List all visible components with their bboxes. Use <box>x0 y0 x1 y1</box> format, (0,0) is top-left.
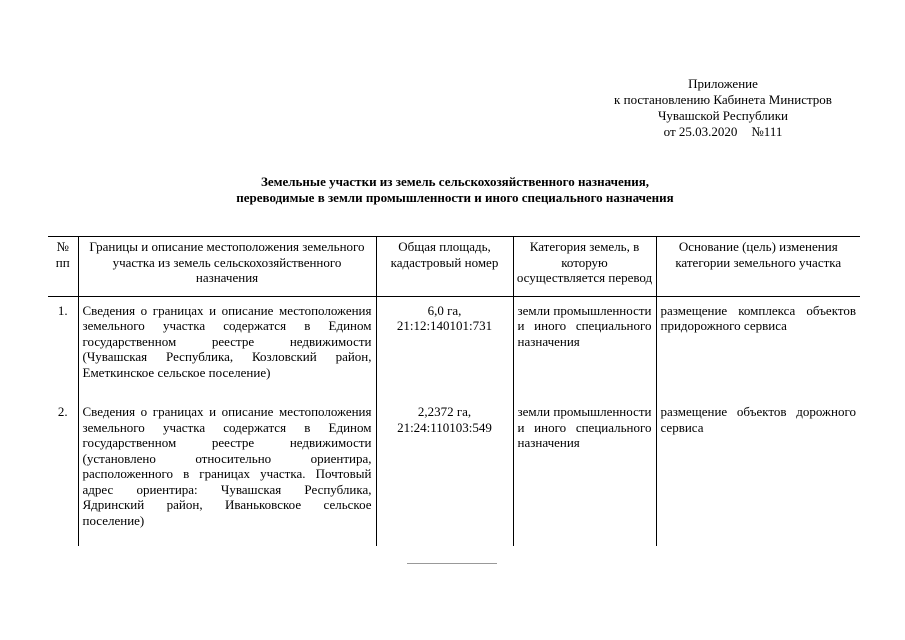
header-description: Границы и описание местоположения земельного участка из земель сельскохозяйственного назначения <box>78 237 376 297</box>
document-title <box>190 174 720 206</box>
table-row <box>48 398 860 546</box>
annex-date-line <box>588 124 858 140</box>
row-description: Сведения о границах и описание местоположения земельного участка содержатся в Едином государственном реестре недвижимости (установлено относительно ориентира, расположенного в границах участка. Почтовый адрес ориентира: Чувашская Республика, Ядринский район, Иваньковское сельское поселение) <box>78 398 376 546</box>
row-area: 6,0 га, <box>427 302 462 318</box>
header-basis: Основание (цель) изменения категории земельного участка <box>656 237 860 297</box>
title-line-2: переводимые в земли промышленности и иного специального назначения <box>236 190 674 205</box>
row-area-cell <box>376 398 513 546</box>
annex-block <box>588 76 858 140</box>
row-basis: размещение объектов дорожного сервиса <box>656 398 860 546</box>
row-num: 1. <box>57 302 68 318</box>
row-area-cell <box>376 296 513 398</box>
annex-line-3: Чувашской Республики <box>657 108 789 123</box>
land-plots-table <box>48 236 860 546</box>
title-line-1: Земельные участки из земель сельскохозяйственного назначения, <box>261 174 649 189</box>
annex-line-2: к постановлению Кабинета Министров <box>614 92 832 107</box>
header-area: Общая площадь, кадастровый номер <box>376 237 513 297</box>
row-cadastral-number: 21:12:140101:731 <box>396 318 493 333</box>
row-num: 2. <box>57 404 68 419</box>
row-area: 2,2372 га, <box>417 404 472 419</box>
row-category: земли промышленности и иного специального назначения <box>513 398 656 546</box>
end-separator-line <box>407 563 497 564</box>
row-basis: размещение комплекса объектов придорожного сервиса <box>656 296 860 398</box>
annex-number: №111 <box>751 124 783 139</box>
header-num: № пп <box>48 237 78 297</box>
table-header-row <box>48 237 860 297</box>
header-category: Категория земель, в которую осуществляется перевод <box>513 237 656 297</box>
row-category: земли промышленности и иного специального назначения <box>513 296 656 398</box>
row-cadastral-number: 21:24:110103:549 <box>397 419 492 435</box>
annex-line-1: Приложение <box>688 76 758 91</box>
annex-date: от 25.03.2020 <box>663 124 738 139</box>
row-description: Сведения о границах и описание местоположения земельного участка содержатся в Едином государственном реестре недвижимости (Чувашская Республика, Козловский район, Еметкинское сельское поселение) <box>78 296 376 398</box>
table-row <box>48 296 860 398</box>
